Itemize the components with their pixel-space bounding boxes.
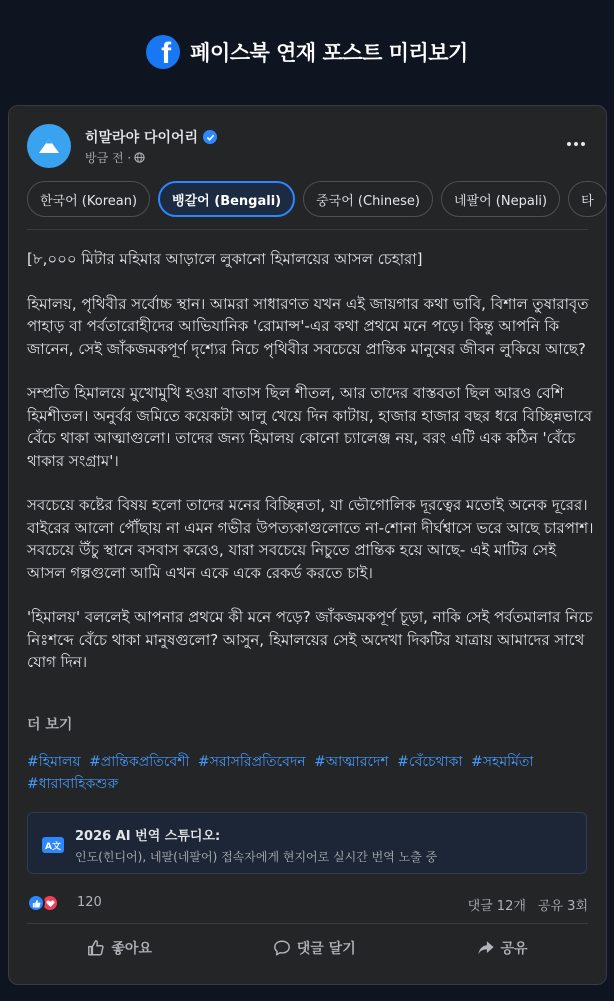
post-time: 방금 전 · xyxy=(85,151,132,165)
page-title: 페이스북 연재 포스트 미리보기 xyxy=(190,41,468,65)
see-more-link[interactable]: 더 보기 xyxy=(27,717,73,733)
comment-label[interactable]: 댓글 달기 xyxy=(296,941,356,957)
like-label[interactable]: 좋아요 xyxy=(111,941,152,957)
verified-icon xyxy=(203,130,217,144)
reactions-bar xyxy=(27,893,588,913)
post-actions xyxy=(27,928,588,968)
hashtags xyxy=(27,751,595,795)
post-header xyxy=(27,124,588,168)
hashtag-link[interactable]: #প্রান্তিকপ্রতিবেশী xyxy=(89,754,190,770)
share-count[interactable]: 공유 3회 xyxy=(537,899,588,914)
divider xyxy=(27,229,588,230)
tab-bengali[interactable]: 뱅갈어 (Bengali) xyxy=(158,181,295,217)
post-card xyxy=(8,105,607,985)
hashtag-link[interactable]: #আত্মারদেশ xyxy=(314,754,389,770)
translate-icon: A文 xyxy=(42,837,64,853)
reaction-icons[interactable] xyxy=(27,894,63,912)
tab-chinese[interactable]: 중국어 (Chinese) xyxy=(303,181,433,217)
hashtag-link[interactable]: #সরাসরিপ্রতিবেদন xyxy=(197,754,306,770)
like-button[interactable] xyxy=(69,930,170,966)
reaction-count[interactable]: 120 xyxy=(77,895,102,910)
translation-notice xyxy=(27,812,587,874)
post-paragraph: [৮,০০০ মিটার মহিমার আড়ালে লুকানো হিমালয়ের আসল চেহারা] xyxy=(27,250,423,268)
more-options-icon[interactable] xyxy=(564,132,588,156)
tab-korean[interactable]: 한국어 (Korean) xyxy=(27,181,150,217)
top-header xyxy=(0,28,614,76)
facebook-logo-icon: f xyxy=(146,35,180,69)
post-body xyxy=(27,248,595,674)
post-meta xyxy=(85,149,145,166)
post-paragraph: 'হিমালয়' বললেই আপনার প্রথমে কী মনে পড়ে? জাঁকজমকপূর্ণ চূড়া, নাকি সেই পর্বতমালার নিচে নিঃশব্দে বেঁচে থাকা মানুষগুলো? আসুন, হিমালয়ের সেই অদেখা দিকটির যাত্রায় আমাদের সাথে যোগ দিন। xyxy=(27,608,593,671)
tab-more-language[interactable]: 타 xyxy=(568,181,607,217)
share-icon xyxy=(477,939,495,957)
hashtag-link[interactable]: #ধারাবাহিকশুরু xyxy=(27,776,119,792)
language-tabs xyxy=(27,181,607,217)
like-reaction-icon xyxy=(27,894,45,912)
post-paragraph: সবচেয়ে কষ্টের বিষয় হলো তাদের মনের বিচ্ছিন্নতা, যা ভৌগোলিক দূরত্বের মতোই অনেক দূরের। বাইরের আলো পৌঁছায় না এমন গভীর উপত্যকাগুলোতে না-শোনা দীর্ঘশ্বাসে ভরে আছে চারপাশ। সবচেয়ে উঁচু স্থানে বসবাস করেও, যারা সবচেয়ে নিচুতে প্রান্তিক হয়ে আছে- এই মাটির সেই আসল গল্পগুলো আমি এখন একে একে রেকর্ড করতে চাই। xyxy=(27,496,594,582)
notice-title: 2026 AI 번역 스튜디오: xyxy=(75,829,221,844)
author-name-text[interactable]: 히말라야 다이어리 xyxy=(85,130,199,146)
share-button[interactable] xyxy=(459,930,546,966)
share-label[interactable]: 공유 xyxy=(500,941,528,957)
hashtag-link[interactable]: #বেঁচেথাকা xyxy=(397,754,463,770)
hashtag-link[interactable]: #সহমর্মিতা xyxy=(470,754,534,770)
avatar[interactable] xyxy=(27,124,71,168)
globe-icon xyxy=(134,152,145,163)
divider xyxy=(27,923,588,924)
thumbs-up-icon xyxy=(87,939,105,957)
post-stats xyxy=(468,895,588,914)
comment-button[interactable] xyxy=(255,930,374,966)
comment-icon xyxy=(273,939,291,957)
post-paragraph: সম্প্রতি হিমালয়ে মুখোমুখি হওয়া বাতাস ছিল শীতল, আর তাদের বাস্তবতা ছিল আরও বেশি হিমশীতল। অনুর্বর জমিতে কয়েকটা আলু খেয়ে দিন কাটায়, হাজার হাজার বছর ধরে বিচ্ছিন্নভাবে বেঁচে থাকা আত্মাগুলো। তাদের জন্য হিমালয় কোনো চ্যালেঞ্জ নয়, বরং এটি এক কঠিন 'বেঁচে থাকার সংগ্রাম'। xyxy=(27,384,592,470)
hashtag-link[interactable]: #হিমালয় xyxy=(27,754,81,770)
tab-nepali[interactable]: 네팔어 (Nepali) xyxy=(441,181,560,217)
author-name[interactable] xyxy=(85,127,217,147)
comment-count[interactable]: 댓글 12개 xyxy=(467,899,526,914)
mountain-icon xyxy=(38,137,60,155)
notice-description: 인도(힌디어), 네팔(네팔어) 접속자에게 현지어로 실시간 번역 노출 중 xyxy=(75,850,438,864)
post-paragraph: হিমালয়, পৃথিবীর সর্বোচ্চ স্থান। আমরা সাধারণত যখন এই জায়গার কথা ভাবি, বিশাল তুষারাবৃত পাহাড় বা পর্বতারোহীদের আভিযানিক 'রোমান্স'-এর কথা প্রথমে মনে পড়ে। কিন্তু আপনি কি জানেন, সেই জাঁকজমকপূর্ণ দৃশ্যের নিচে পৃথিবীর সবচেয়ে প্রান্তিক মানুষের জীবন লুকিয়ে আছে? xyxy=(27,294,589,358)
